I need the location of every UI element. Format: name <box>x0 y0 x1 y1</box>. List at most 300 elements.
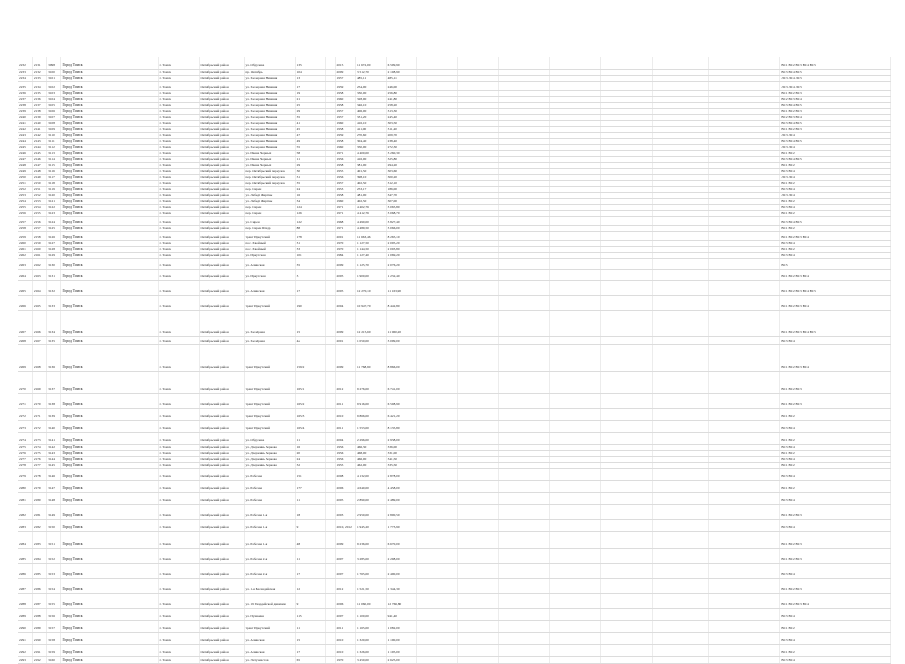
table-cell <box>326 504 335 519</box>
table-cell: 3128 <box>47 246 61 252</box>
table-cell: 12 766,80 <box>386 593 417 608</box>
table-cell <box>499 432 550 444</box>
table-cell: 2010, 2012 <box>335 519 355 531</box>
table-cell: ул. Рабочая 1-я <box>244 504 295 519</box>
table-cell: 2007 <box>335 548 355 563</box>
table-cell: 9 916,00 <box>355 393 386 408</box>
table-cell: Город Томск <box>61 468 158 480</box>
table-cell: 209,70 <box>386 132 417 138</box>
table-cell <box>601 620 652 632</box>
table-cell: 2178 <box>32 468 46 480</box>
table-cell: 256,80 <box>386 90 417 96</box>
table-cell <box>601 258 652 269</box>
table-cell: 2232 <box>18 57 32 69</box>
table-cell: 3154 <box>47 578 61 593</box>
table-cell <box>458 578 499 593</box>
table-cell <box>458 632 499 644</box>
table-cell: ул. Дзержинь Зеркова <box>244 462 295 468</box>
table-cell: 3118 <box>47 180 61 186</box>
table-cell <box>499 371 550 393</box>
table-cell: 2158 <box>32 231 46 240</box>
table-cell: 2183 <box>32 531 46 548</box>
table-cell <box>326 468 335 480</box>
table-cell: г. Томск <box>158 150 199 156</box>
table-cell: г. Томск <box>158 174 199 180</box>
table-cell: ул. Рабочая 1-я <box>244 519 295 531</box>
table-cell: Октябрьский район <box>199 593 244 608</box>
table-cell: Октябрьский район <box>199 519 244 531</box>
table-cell: 2167 <box>32 336 46 344</box>
table-cell <box>458 408 499 420</box>
table-cell: 3104 <box>47 96 61 102</box>
table-cell <box>601 269 652 280</box>
table-cell: 2185 <box>32 563 46 578</box>
table-cell: 2241 <box>18 120 32 126</box>
table-cell: Октябрьский район <box>199 656 244 663</box>
table-cell: тракт Иркутский <box>244 295 295 310</box>
table-cell <box>652 593 708 608</box>
table-cell <box>458 393 499 408</box>
table-cell: 2008 <box>335 468 355 480</box>
table-cell: Город Томск <box>61 258 158 269</box>
table-cell <box>417 393 458 408</box>
table-cell: г. Томск <box>158 492 199 504</box>
table-cell: г. Томск <box>158 192 199 198</box>
table-cell: 2 108,90 <box>386 69 417 75</box>
table-cell: 398,10 <box>355 174 386 180</box>
table-cell: Октябрьский район <box>199 210 244 216</box>
table-cell: 2005 <box>335 492 355 504</box>
table-cell <box>550 258 601 269</box>
table-cell: 2 490,00 <box>386 563 417 578</box>
table-cell <box>708 620 780 632</box>
table-cell: 2280 <box>18 480 32 492</box>
table-cell <box>417 593 458 608</box>
table-cell: 2191 <box>32 644 46 656</box>
table-cell <box>601 548 652 563</box>
table-cell <box>550 57 601 69</box>
table-cell: 1971 <box>335 225 355 231</box>
table-cell: 8 866,00 <box>386 344 417 371</box>
table-cell: 1960 <box>335 96 355 102</box>
table-cell: ВС1 ВС2 ВС3 ВС4 <box>780 269 891 280</box>
table-cell: 104 <box>295 69 326 75</box>
table-cell: 2174 <box>32 444 46 450</box>
table-cell: 2260 <box>18 240 32 246</box>
table-cell <box>458 468 499 480</box>
table-cell: ВС3 ВС4 <box>780 656 891 663</box>
table-cell: 2267 <box>18 310 32 336</box>
table-cell: ул. Лебеді Жертвы <box>244 198 295 204</box>
table-cell: 303,50 <box>386 120 417 126</box>
table-cell: 2265 <box>18 280 32 295</box>
table-cell: 1956 <box>335 450 355 456</box>
table-cell: Октябрьский район <box>199 462 244 468</box>
table-cell <box>458 336 499 344</box>
table-cell: ул. Заозерная Нижняя <box>244 120 295 126</box>
table-cell: ВС3 ВС4 ВС5 <box>780 102 891 108</box>
table-cell <box>417 620 458 632</box>
table-cell: ул. Дзержинь Зеркова <box>244 444 295 450</box>
table-cell <box>326 216 335 225</box>
table-cell <box>417 258 458 269</box>
table-cell <box>458 563 499 578</box>
table-cell: 2166 <box>32 310 46 336</box>
table-cell: Октябрьский район <box>199 444 244 450</box>
table-cell <box>601 480 652 492</box>
table-cell: 3122 <box>47 204 61 210</box>
table-cell: Город Томск <box>61 174 158 180</box>
table-cell: 3130 <box>47 258 61 269</box>
table-cell: 6 509,90 <box>386 57 417 69</box>
table-cell <box>601 371 652 393</box>
table-cell: 1 521,50 <box>355 578 386 593</box>
table-cell: Город Томск <box>61 504 158 519</box>
table-cell: 3111 <box>47 138 61 144</box>
table-cell: 151 <box>295 468 326 480</box>
table-cell: ул. Рабочая 2-я <box>244 563 295 578</box>
table-cell <box>550 336 601 344</box>
table-cell: 190 <box>295 295 326 310</box>
table-cell <box>499 408 550 420</box>
table-cell: 2182 <box>32 519 46 531</box>
table-cell <box>499 620 550 632</box>
table-cell <box>550 468 601 480</box>
table-row <box>18 344 891 371</box>
table-cell: ул. Рабочая <box>244 468 295 480</box>
table-cell: Октябрьский район <box>199 150 244 156</box>
table-cell <box>550 269 601 280</box>
table-cell <box>550 504 601 519</box>
table-cell: Город Томск <box>61 96 158 102</box>
table-cell: 1958 <box>335 192 355 198</box>
table-cell: Город Томск <box>61 548 158 563</box>
table-cell: г. Томск <box>158 216 199 225</box>
table-cell: 2269 <box>18 344 32 371</box>
table-cell: 2010 <box>335 632 355 644</box>
table-cell: 2140 <box>32 120 46 126</box>
table-cell: 2009 <box>335 69 355 75</box>
table-cell: 2271 <box>18 393 32 408</box>
table-cell <box>601 593 652 608</box>
table-cell: 2011 <box>335 393 355 408</box>
table-cell: 8 442,80 <box>386 295 417 310</box>
table-cell: Город Томск <box>61 620 158 632</box>
table-cell: 238,40 <box>386 138 417 144</box>
table-cell <box>652 295 708 310</box>
table-cell: Город Томск <box>61 456 158 462</box>
table-cell: ВС2 ВС3 ВС4 <box>780 96 891 102</box>
table-cell <box>550 578 601 593</box>
table-cell: 3134 <box>47 310 61 336</box>
table-cell <box>417 563 458 578</box>
table-cell: 2291 <box>18 632 32 644</box>
table-cell: ЛС3 ЛС4 ЛС5 <box>780 75 891 81</box>
table-cell: ВС3 ВС4 <box>780 252 891 258</box>
table-cell: 2146 <box>32 156 46 162</box>
table-cell: г. Томск <box>158 252 199 258</box>
table-cell <box>652 371 708 393</box>
table-cell: Октябрьский район <box>199 531 244 548</box>
table-cell: 2189 <box>32 620 46 632</box>
table-cell: 336,00 <box>386 444 417 450</box>
table-cell: г. Томск <box>158 225 199 231</box>
table-cell: 2143 <box>32 138 46 144</box>
table-cell: 101 <box>295 252 326 258</box>
table-row <box>18 432 891 444</box>
table-cell: 11 163,90 <box>386 280 417 295</box>
table-cell: 3105 <box>47 102 61 108</box>
table-cell: 1958 <box>335 138 355 144</box>
table-cell <box>499 258 550 269</box>
table-cell: Город Томск <box>61 144 158 150</box>
table-cell: Город Томск <box>61 198 158 204</box>
table-cell: 3103 <box>47 90 61 96</box>
table-cell: Город Томск <box>61 90 158 96</box>
table-cell: ул. Рабочая 2-я <box>244 548 295 563</box>
table-cell: г. Томск <box>158 344 199 371</box>
table-cell <box>417 336 458 344</box>
table-cell: ВС1 ВС2 ВС3 ВС4 <box>780 295 891 310</box>
table-cell: 65 <box>295 656 326 663</box>
table-cell: 16 <box>295 192 326 198</box>
table-cell: 2160 <box>32 246 46 252</box>
table-cell: г. Томск <box>158 280 199 295</box>
table-cell: 3102 <box>47 81 61 90</box>
table-cell: 135 <box>295 57 326 69</box>
table-cell: 2161 <box>32 252 46 258</box>
table-cell: 1 553,00 <box>355 420 386 432</box>
table-cell: 3149 <box>47 504 61 519</box>
table-cell: 2273 <box>18 420 32 432</box>
table-cell: ВС5 <box>780 258 891 269</box>
table-cell: ВС1 ВС2 ВС3 <box>780 108 891 114</box>
table-cell: 312,10 <box>386 180 417 186</box>
table-cell <box>601 578 652 593</box>
table-cell: 2011 <box>335 620 355 632</box>
table-cell <box>652 344 708 371</box>
table-cell: 18 <box>295 504 326 519</box>
table-cell: 11 060,20 <box>386 310 417 336</box>
table-cell: 2248 <box>18 162 32 168</box>
table-cell: Город Томск <box>61 444 158 450</box>
table-cell: 3156 <box>47 608 61 620</box>
table-cell: ВС3 ВС4 <box>780 240 891 246</box>
table-cell: г. Томск <box>158 444 199 450</box>
table-cell <box>417 280 458 295</box>
table-cell: ВС3 ВС4 <box>780 519 891 531</box>
table-cell: 45 <box>295 126 326 132</box>
table-cell <box>499 57 550 69</box>
table-cell <box>417 531 458 548</box>
table-cell <box>417 420 458 432</box>
table-cell <box>499 531 550 548</box>
table-cell: г. Томск <box>158 75 199 81</box>
table-cell: 2275 <box>18 444 32 450</box>
table-cell: 8 135,80 <box>386 420 417 432</box>
table-cell: 2175 <box>32 450 46 456</box>
table-cell <box>458 656 499 663</box>
table-cell: 2247 <box>18 156 32 162</box>
table-cell: 311,40 <box>386 126 417 132</box>
table-cell: 2 296,00 <box>355 432 386 444</box>
table-cell: 32 <box>295 462 326 468</box>
table-cell <box>458 548 499 563</box>
table-cell: 25 <box>295 102 326 108</box>
table-cell <box>652 531 708 548</box>
table-cell: 2005 <box>335 280 355 295</box>
table-cell: 2 800,50 <box>386 504 417 519</box>
table-cell: пер. Сирен <box>244 204 295 210</box>
table-cell <box>601 608 652 620</box>
table-cell: Город Томск <box>61 132 158 138</box>
table-cell: г. Томск <box>158 180 199 186</box>
table-cell: Город Томск <box>61 69 158 75</box>
table-cell: 3135 <box>47 336 61 344</box>
table-cell: 2172 <box>32 420 46 432</box>
table-cell <box>417 519 458 531</box>
table-cell: 3 512,70 <box>355 69 386 75</box>
table-cell: Город Томск <box>61 531 158 548</box>
table-cell <box>499 644 550 656</box>
table-cell: ВС3 ВС4 <box>780 444 891 450</box>
table-cell <box>708 371 780 393</box>
table-cell <box>326 420 335 432</box>
table-cell: 3145 <box>47 462 61 468</box>
table-cell: г. Томск <box>158 456 199 462</box>
table-cell <box>652 632 708 644</box>
table-cell: 1957 <box>335 180 355 186</box>
table-cell: 3123 <box>47 210 61 216</box>
table-cell <box>458 258 499 269</box>
table-cell: тракт Иркутский <box>244 393 295 408</box>
table-cell: ул. Ачинская <box>244 258 295 269</box>
table-cell <box>601 57 652 69</box>
table-cell: г. Томск <box>158 450 199 456</box>
table-cell: Октябрьский район <box>199 456 244 462</box>
table-cell <box>326 531 335 548</box>
table-cell <box>652 408 708 420</box>
table-cell <box>417 492 458 504</box>
table-cell <box>417 295 458 310</box>
table-cell <box>550 492 601 504</box>
table-cell <box>550 371 601 393</box>
table-cell: Город Томск <box>61 57 158 69</box>
table-cell <box>417 344 458 371</box>
table-cell: 2155 <box>32 210 46 216</box>
table-cell: 2 093,80 <box>386 246 417 252</box>
table-cell: 2 298,00 <box>386 548 417 563</box>
table-cell: 2137 <box>32 102 46 108</box>
table-cell: 2249 <box>18 168 32 174</box>
table-cell: Город Томск <box>61 81 158 90</box>
table-cell <box>326 269 335 280</box>
table-cell: ул. Обручева <box>244 432 295 444</box>
table-cell: Октябрьский район <box>199 504 244 519</box>
table-cell: Город Томск <box>61 120 158 126</box>
table-cell <box>326 608 335 620</box>
table-cell: 3 066,00 <box>386 225 417 231</box>
table-cell <box>652 231 708 240</box>
table-cell <box>458 504 499 519</box>
table-cell: 2153 <box>32 198 46 204</box>
table-cell: 2246 <box>18 150 32 156</box>
table-cell: 1 320,00 <box>355 632 386 644</box>
table-row <box>18 258 891 269</box>
table-cell: г. Томск <box>158 69 199 75</box>
table-cell: г. Томск <box>158 204 199 210</box>
table-cell: г. Томск <box>158 548 199 563</box>
table-cell <box>708 608 780 620</box>
table-cell <box>652 608 708 620</box>
table-cell: Октябрьский район <box>199 432 244 444</box>
table-cell: ул. Заозёрная <box>244 310 295 336</box>
table-cell: Город Томск <box>61 480 158 492</box>
table-cell: Город Томск <box>61 344 158 371</box>
table-cell: 1968 <box>335 216 355 225</box>
table-cell: 3139 <box>47 408 61 420</box>
table-cell <box>708 344 780 371</box>
table-cell: 466,30 <box>355 444 386 450</box>
table-cell <box>708 216 780 225</box>
table-cell: г. Томск <box>158 578 199 593</box>
table-cell: 4 490,00 <box>355 216 386 225</box>
table-cell: Город Томск <box>61 102 158 108</box>
table-cell: 9 <box>295 593 326 608</box>
table-cell: 2233 <box>18 69 32 75</box>
table-cell: 401,50 <box>355 168 386 174</box>
table-cell <box>326 656 335 663</box>
table-cell <box>601 420 652 432</box>
table-cell <box>652 620 708 632</box>
table-cell <box>708 310 780 336</box>
table-cell: 2133 <box>32 75 46 81</box>
table-cell: 313,30 <box>386 108 417 114</box>
table-row <box>18 371 891 393</box>
table-cell: г. Томск <box>158 504 199 519</box>
table-cell <box>550 548 601 563</box>
table-cell <box>417 57 458 69</box>
table-cell <box>458 231 499 240</box>
table-cell: 3098 <box>47 57 61 69</box>
table-cell: Октябрьский район <box>199 174 244 180</box>
table-cell: ВС1 ВС2 <box>780 225 891 231</box>
table-cell: 341,50 <box>386 456 417 462</box>
table-cell: ЛС3 ЛС4 <box>780 132 891 138</box>
table-cell: 468,00 <box>355 450 386 456</box>
table-cell <box>417 216 458 225</box>
table-cell <box>326 336 335 344</box>
table-cell: 325,80 <box>386 156 417 162</box>
table-cell: 335,50 <box>386 462 417 468</box>
table-cell: 3117 <box>47 174 61 180</box>
table-cell: г. Томск <box>158 295 199 310</box>
table-cell <box>550 531 601 548</box>
table-cell: Октябрьский район <box>199 90 244 96</box>
table-cell <box>652 420 708 432</box>
table-cell: 2162 <box>32 258 46 269</box>
table-cell: ВС1 ВС2 ВС3 ВС4 ВС5 <box>780 310 891 336</box>
table-cell: Город Томск <box>61 162 158 168</box>
table-cell <box>326 258 335 269</box>
table-cell <box>499 632 550 644</box>
table-cell: Октябрьский район <box>199 548 244 563</box>
table-cell: Октябрьский район <box>199 168 244 174</box>
table-cell: 3106 <box>47 108 61 114</box>
table-cell: 6 741,00 <box>386 371 417 393</box>
table-cell: 2004 <box>335 295 355 310</box>
table-cell: 6 508,90 <box>386 393 417 408</box>
